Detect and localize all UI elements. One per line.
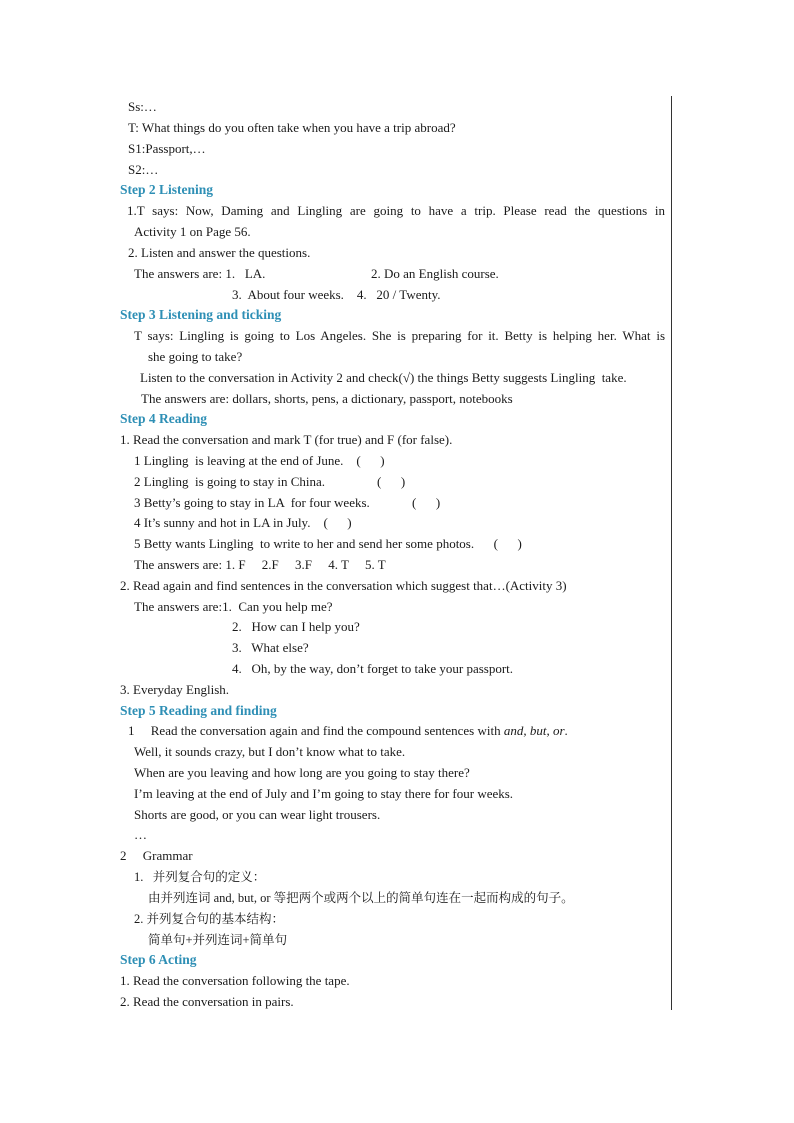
text-line: 4 It’s sunny and hot in LA in July. ( ): [134, 515, 352, 530]
section-heading: Step 2 Listening: [120, 182, 214, 197]
text-line: 1. 并列复合句的定义：: [134, 870, 266, 884]
text-line: 2. Read again and find sentences in the conversation which suggest that…(Activity 3): [120, 578, 567, 593]
text-line: 1. Read the conversation following the tape.: [120, 973, 350, 988]
text-line: Activity 1 on Page 56.: [134, 224, 251, 239]
text-line: The answers are: 1. F 2.F 3.F 4. T 5. T: [134, 557, 386, 572]
text-line: I’m leaving at the end of July and I’m going to stay there for four weeks.: [134, 786, 514, 801]
text-line: 由并列连词 and, but, or 等把两个或两个以上的简单句连在一起而构成的句子。: [148, 891, 574, 905]
section-heading: Step 6 Acting: [120, 952, 197, 967]
text-line: …: [134, 827, 147, 842]
text-line: Well, it sounds crazy, but I don’t know what to take.: [134, 744, 406, 759]
text-line: The answers are:1. Can you help me?: [134, 599, 333, 614]
text-line: she going to take?: [148, 349, 243, 364]
text-line: 4. Oh, by the way, don’t forget to take your passport.: [232, 661, 514, 676]
italic-conjunctions: and, but, or: [503, 723, 565, 738]
text-line: 3. Everyday English.: [120, 682, 230, 697]
text-line: 2 Lingling is going to stay in China. ( ): [134, 474, 406, 489]
table-border-line: [671, 96, 672, 1010]
text-line: T says: Lingling is going to Los Angeles. She is preparing for it. Betty is helping her. What is: [134, 328, 665, 343]
text-line: 2 Grammar: [120, 848, 193, 863]
text-line: The answers are: dollars, shorts, pens, a dictionary, passport, notebooks: [141, 391, 513, 406]
text-line: 1 Lingling is leaving at the end of June. ( ): [134, 453, 385, 468]
text-line: 1.T says: Now, Daming and Lingling are going to have a trip. Please read the questions in: [127, 203, 665, 218]
text-line: 5 Betty wants Lingling to write to her and send her some photos. ( ): [134, 536, 522, 551]
section-heading: Step 5 Reading and finding: [120, 703, 277, 718]
text-line: 简单句+并列连词+简单句: [148, 933, 288, 947]
text-line: T: What things do you often take when you have a trip abroad?: [128, 120, 456, 135]
text-line: 2. Read the conversation in pairs.: [120, 994, 294, 1009]
text-line: 2. Do an English course.: [371, 266, 499, 281]
text-line: 3 Betty’s going to stay in LA for four weeks. ( ): [134, 495, 441, 510]
text-line: S2:…: [128, 162, 159, 177]
text-line: Listen to the conversation in Activity 2 and check(√) the things Betty suggests Lingling take.: [140, 370, 627, 385]
text-line: When are you leaving and how long are you going to stay there?: [134, 765, 470, 780]
text-line: 3. What else?: [232, 640, 309, 655]
text-line: 2. 并列复合句的基本结构：: [134, 912, 285, 926]
text-line: 3. About four weeks. 4. 20 / Twenty.: [232, 287, 441, 302]
section-heading: Step 4 Reading: [120, 411, 208, 426]
text-span: .: [564, 723, 568, 738]
text-line: Ss:…: [128, 99, 157, 114]
text-line: [128, 723, 568, 739]
text-line: Shorts are good, or you can wear light trousers.: [134, 807, 381, 822]
text-line: S1:Passport,…: [128, 141, 206, 156]
text-line: 2. How can I help you?: [232, 619, 360, 634]
text-line: 2. Listen and answer the questions.: [128, 245, 311, 260]
text-span: 1 Read the conversation again and find the compound sentences with: [128, 723, 504, 738]
section-heading: Step 3 Listening and ticking: [120, 307, 282, 322]
text-line: 1. Read the conversation and mark T (for true) and F (for false).: [120, 432, 453, 447]
text-line: The answers are: 1. LA.: [134, 266, 266, 281]
